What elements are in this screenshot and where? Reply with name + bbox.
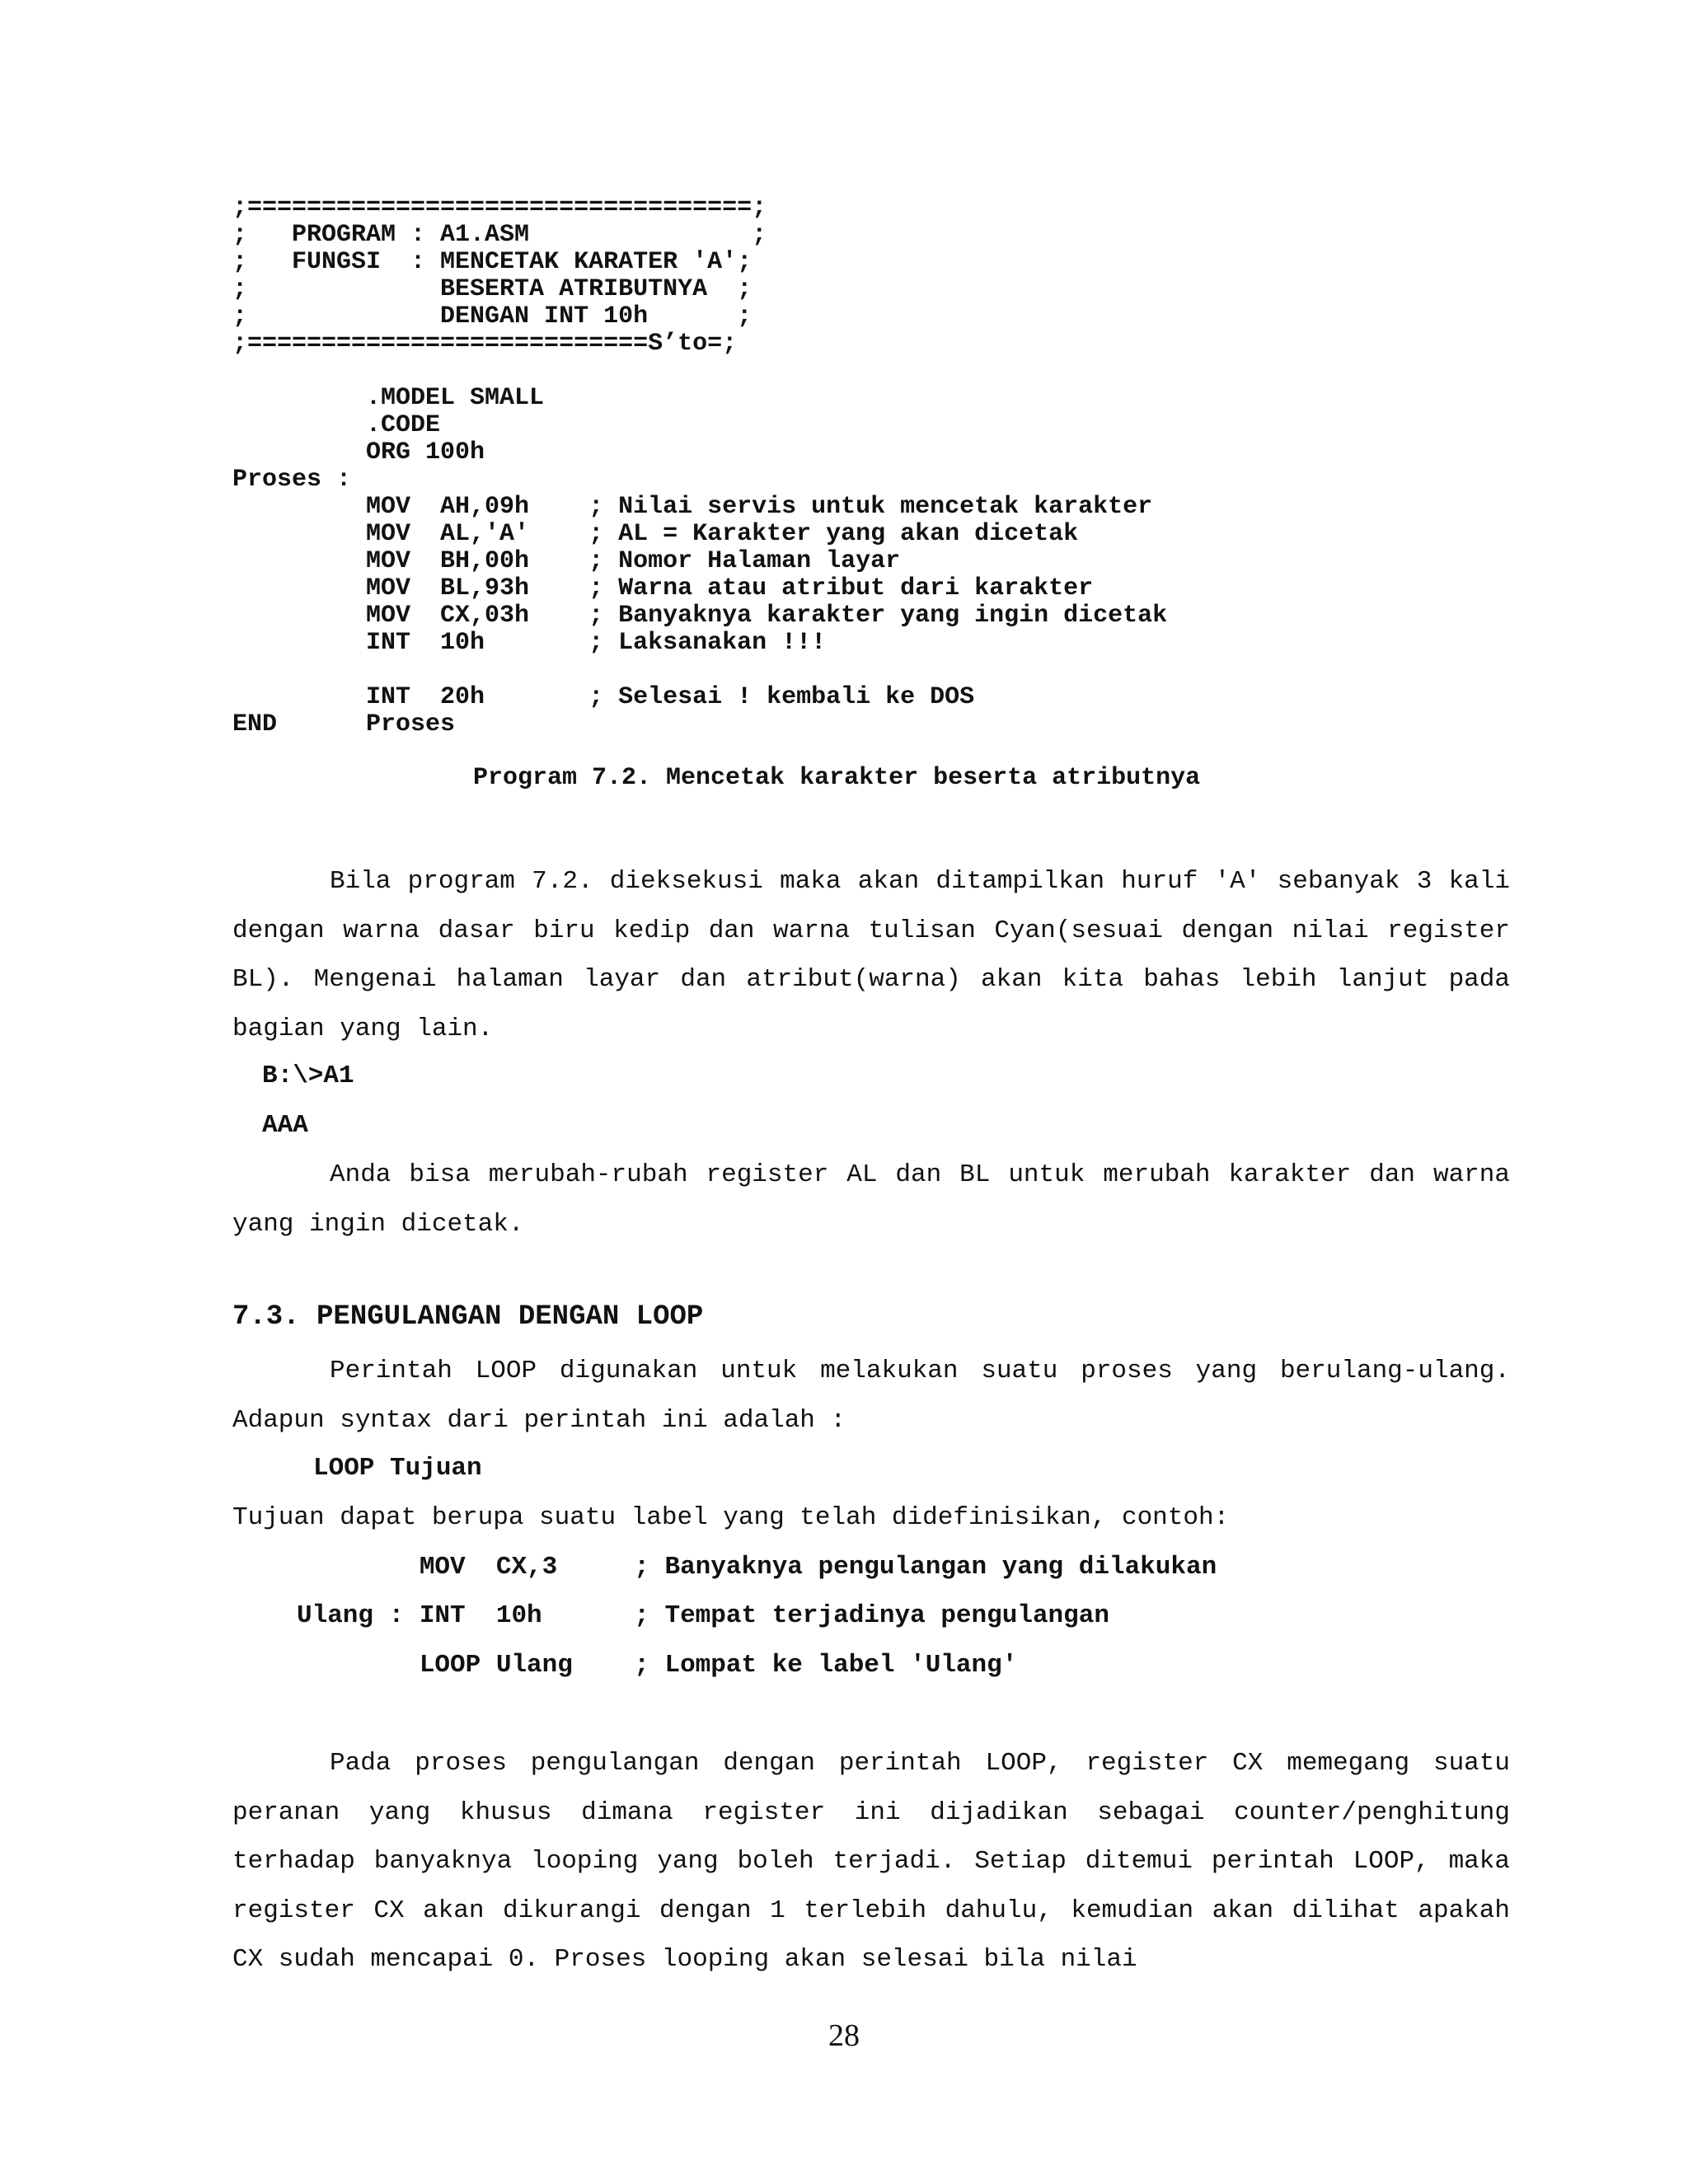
example-line: LOOP Ulang ; Lompat ke label 'Ulang'	[297, 1651, 1018, 1680]
code-line: .CODE	[232, 411, 441, 439]
code-line: ; PROGRAM : A1.ASM ;	[232, 221, 767, 249]
example-line: Ulang : INT 10h ; Tempat terjadinya pengulangan	[297, 1601, 1109, 1630]
paragraph-program-output	[232, 857, 1510, 1053]
code-line: MOV BH,00h ; Nomor Halaman layar	[232, 547, 901, 575]
code-listing	[232, 194, 1167, 738]
loop-syntax: LOOP Tujuan	[313, 1454, 482, 1483]
code-line: MOV CX,03h ; Banyaknya karakter yang ingin dicetak	[232, 602, 1168, 630]
code-line: ; DENGAN INT 10h ;	[232, 302, 753, 330]
code-line: ;===========================S’to=;	[232, 330, 738, 358]
code-line: ; FUNGSI : MENCETAK KARATER 'A';	[232, 248, 753, 276]
section-heading: 7.3. PENGULANGAN DENGAN LOOP	[232, 1301, 704, 1333]
paragraph-loop-intro	[232, 1347, 1510, 1445]
dos-output: AAA	[262, 1111, 308, 1140]
code-line: INT 10h ; Laksanakan !!!	[232, 629, 827, 657]
page-number: 28	[828, 2018, 860, 2053]
code-line: MOV AH,09h ; Nilai servis untuk mencetak karakter	[232, 493, 1153, 521]
code-line: MOV AL,'A' ; AL = Karakter yang akan dicetak	[232, 520, 1079, 548]
paragraph-loop-counter	[232, 1739, 1510, 1985]
code-line: ;==================================;	[232, 194, 767, 222]
paragraph-text: Perintah LOOP digunakan untuk melakukan suatu proses yang berulang-ulang. Adapun syntax dari perintah ini adalah :	[232, 1357, 1510, 1435]
code-line: ORG 100h	[232, 438, 485, 466]
code-line: ; BESERTA ATRIBUTNYA ;	[232, 275, 753, 303]
dos-prompt: B:\>A1	[262, 1062, 354, 1090]
code-line: INT 20h ; Selesai ! kembali ke DOS	[232, 683, 975, 711]
paragraph-target-label: Tujuan dapat berupa suatu label yang telah didefinisikan, contoh:	[232, 1503, 1230, 1532]
code-line: END Proses	[232, 710, 456, 738]
example-line: MOV CX,3 ; Banyaknya pengulangan yang dilakukan	[297, 1553, 1217, 1582]
paragraph-modify-registers	[232, 1151, 1510, 1249]
code-line: MOV BL,93h ; Warna atau atribut dari karakter	[232, 574, 1094, 602]
paragraph-text: Anda bisa merubah-rubah register AL dan BL untuk merubah karakter dan warna yang ingin dicetak.	[232, 1160, 1510, 1239]
code-line: Proses :	[232, 466, 352, 494]
paragraph-text: Pada proses pengulangan dengan perintah LOOP, register CX memegang suatu peranan yang khusus dimana register ini dijadikan sebagai counter/penghitung terhadap banyaknya looping yang boleh terjadi. Setiap ditemui perintah LOOP, maka register CX akan dikurangi dengan 1 terlebih dahulu, kemudian akan dilihat apakah CX sudah mencapai 0. Proses looping akan selesai bila nilai	[232, 1749, 1510, 1974]
code-line: .MODEL SMALL	[232, 384, 545, 412]
paragraph-text: Bila program 7.2. dieksekusi maka akan ditampilkan huruf 'A' sebanyak 3 kali dengan warna dasar biru kedip dan warna tulisan Cyan(sesuai dengan nilai register BL). Mengenai halaman layar dan atribut(warna) akan kita bahas lebih lanjut pada bagian yang lain.	[232, 867, 1510, 1043]
listing-caption: Program 7.2. Mencetak karakter beserta atributnya	[473, 764, 1201, 792]
